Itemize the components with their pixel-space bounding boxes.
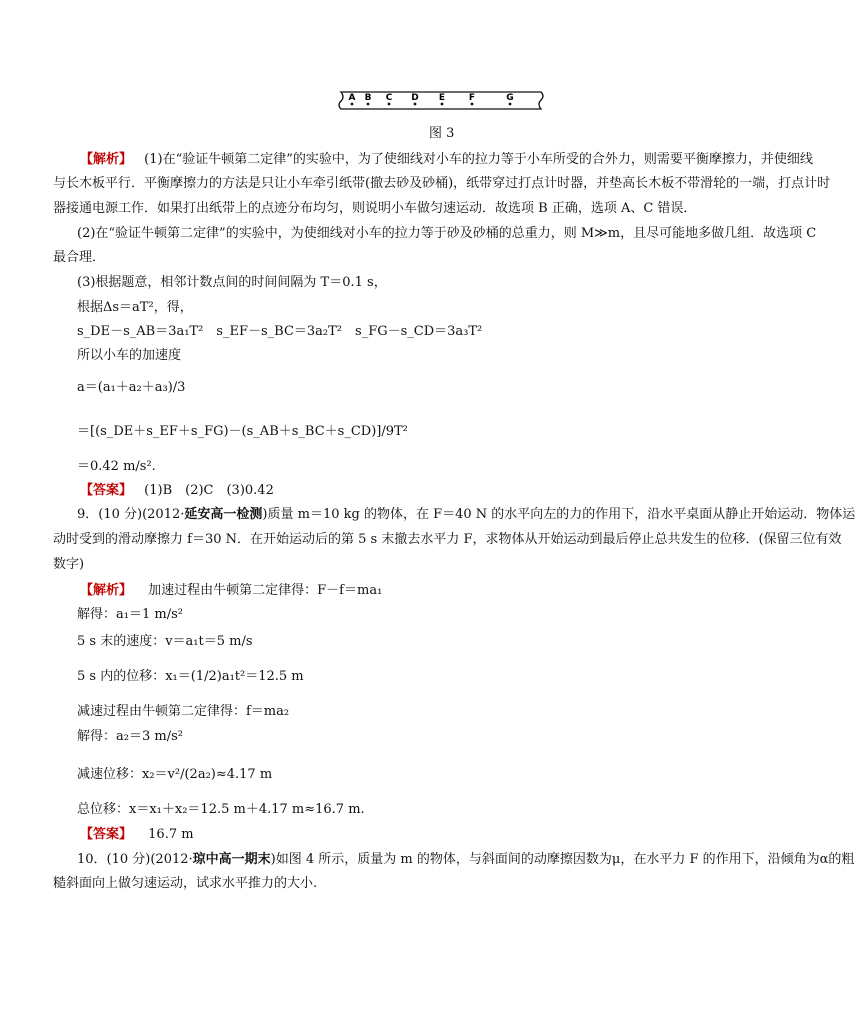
q9-analysis-step8: 总位移：x＝x₁＋x₂＝12.5 m＋4.17 m≈16.7 m.: [77, 802, 365, 817]
answer-label: 【答案】: [80, 827, 133, 842]
tape-point-label: A: [348, 93, 356, 103]
analysis-label: 【解析】: [80, 152, 133, 167]
q8-analysis-p3-line2: 根据Δs＝aT²，得，: [77, 300, 193, 315]
q8-analysis-p3-line1: (3)根据题意，相邻计数点间的时间间隔为 T＝0.1 s，: [77, 275, 387, 290]
tape-point-dot: [367, 103, 370, 106]
q8-equation-3: ＝0.42 m/s².: [77, 459, 156, 474]
q9-analysis-step5: 减速过程由牛顿第二定律得：f＝ma₂: [77, 704, 290, 719]
q9-analysis-step4: 5 s 内的位移：x₁＝(1/2)a₁t²＝12.5 m: [77, 669, 304, 684]
tape-point-label: F: [468, 93, 476, 103]
q10-question-line1: 10．(10 分)(2012·琼中高一期末)如图 4 所示，质量为 m 的物体，与斜面间的动摩擦因数为μ，在水平力 F 的作用下，沿倾角为α的粗: [77, 852, 855, 867]
q9-question-line1: 9．(10 分)(2012·延安高一检测)质量 m＝10 kg 的物体，在 F＝40 N 的水平向左的力的作用下，沿水平桌面从静止开始运动．物体运: [77, 507, 856, 522]
q8-analysis-p1-line3: 器接通电源工作．如果打出纸带上的点迹分布均匀，则说明小车做匀速运动．故选项 B 正确，选项 A、C 错误．: [53, 201, 697, 216]
q9-analysis-step7: 减速位移：x₂＝v²/(2a₂)≈4.17 m: [77, 767, 273, 782]
q8-analysis-p2-line2: 最合理．: [53, 250, 106, 265]
q9-analysis-step1: 【解析】 加速过程由牛顿第二定律得：F－f＝ma₁: [80, 583, 383, 598]
q8-analysis-p3-line4: 所以小车的加速度: [77, 348, 182, 363]
tape-point-label: G: [506, 93, 514, 103]
paper-tape-figure: [335, 88, 547, 114]
q9-answer: 【答案】 16.7 m: [80, 827, 194, 842]
tape-point-label: B: [364, 93, 372, 103]
tape-point-label: D: [411, 93, 419, 103]
tape-point-dot: [441, 103, 444, 106]
tape-point-dot: [509, 103, 512, 106]
q9-question-line3: 数字): [53, 557, 85, 572]
tape-point-label: E: [438, 93, 446, 103]
tape-point-dot: [471, 103, 474, 106]
analysis-label: 【解析】: [80, 583, 133, 598]
q8-equation-1: a＝(a₁＋a₂＋a₃)/3: [77, 380, 186, 395]
q9-analysis-step6: 解得：a₂＝3 m/s²: [77, 729, 183, 744]
tape-point-dot: [351, 103, 354, 106]
q8-analysis-p3-line3: s_DE－s_AB＝3a₁T² s_EF－s_BC＝3a₂T² s_FG－s_CD＝3a₃T²: [77, 324, 483, 339]
q8-analysis-p2-line1: (2)在“验证牛顿第二定律”的实验中，为使细线对小车的拉力等于砂及砂桶的总重力，则 M≫m，且尽可能地多做几组．故选项 C: [77, 226, 817, 241]
q9-analysis-step2: 解得：a₁＝1 m/s²: [77, 607, 183, 622]
q8-analysis-p1-line1: 【解析】 (1)在“验证牛顿第二定律”的实验中，为了使细线对小车的拉力等于小车所受的合外力，则需要平衡摩擦力，并使细线: [80, 152, 813, 167]
q9-question-line2: 动时受到的滑动摩擦力 f＝30 N．在开始运动后的第 5 s 末撤去水平力 F，求物体从开始运动到最后停止总共发生的位移．(保留三位有效: [53, 532, 842, 547]
q10-question-line2: 糙斜面向上做匀速运动，试求水平推力的大小.: [53, 876, 318, 891]
figure-caption: 图 3: [429, 126, 455, 141]
q10-source: 琼中高一期末: [192, 852, 271, 867]
answer-label: 【答案】: [80, 483, 133, 498]
tape-point-label: C: [385, 93, 393, 103]
q8-answer: 【答案】 (1)B (2)C (3)0.42: [80, 483, 274, 498]
q9-analysis-step3: 5 s 末的速度：v＝a₁t＝5 m/s: [77, 634, 253, 649]
tape-point-dot: [414, 103, 417, 106]
q9-source: 延安高一检测: [184, 507, 263, 522]
tape-point-dot: [388, 103, 391, 106]
q8-equation-2: ＝[(s_DE＋s_EF＋s_FG)－(s_AB＋s_BC＋s_CD)]/9T²: [77, 424, 408, 439]
q8-analysis-p1-line2: 与长木板平行．平衡摩擦力的方法是只让小车牵引纸带(撤去砂及砂桶)，纸带穿过打点计时器，并垫高长木板不带滑轮的一端，打点计时: [53, 176, 831, 191]
